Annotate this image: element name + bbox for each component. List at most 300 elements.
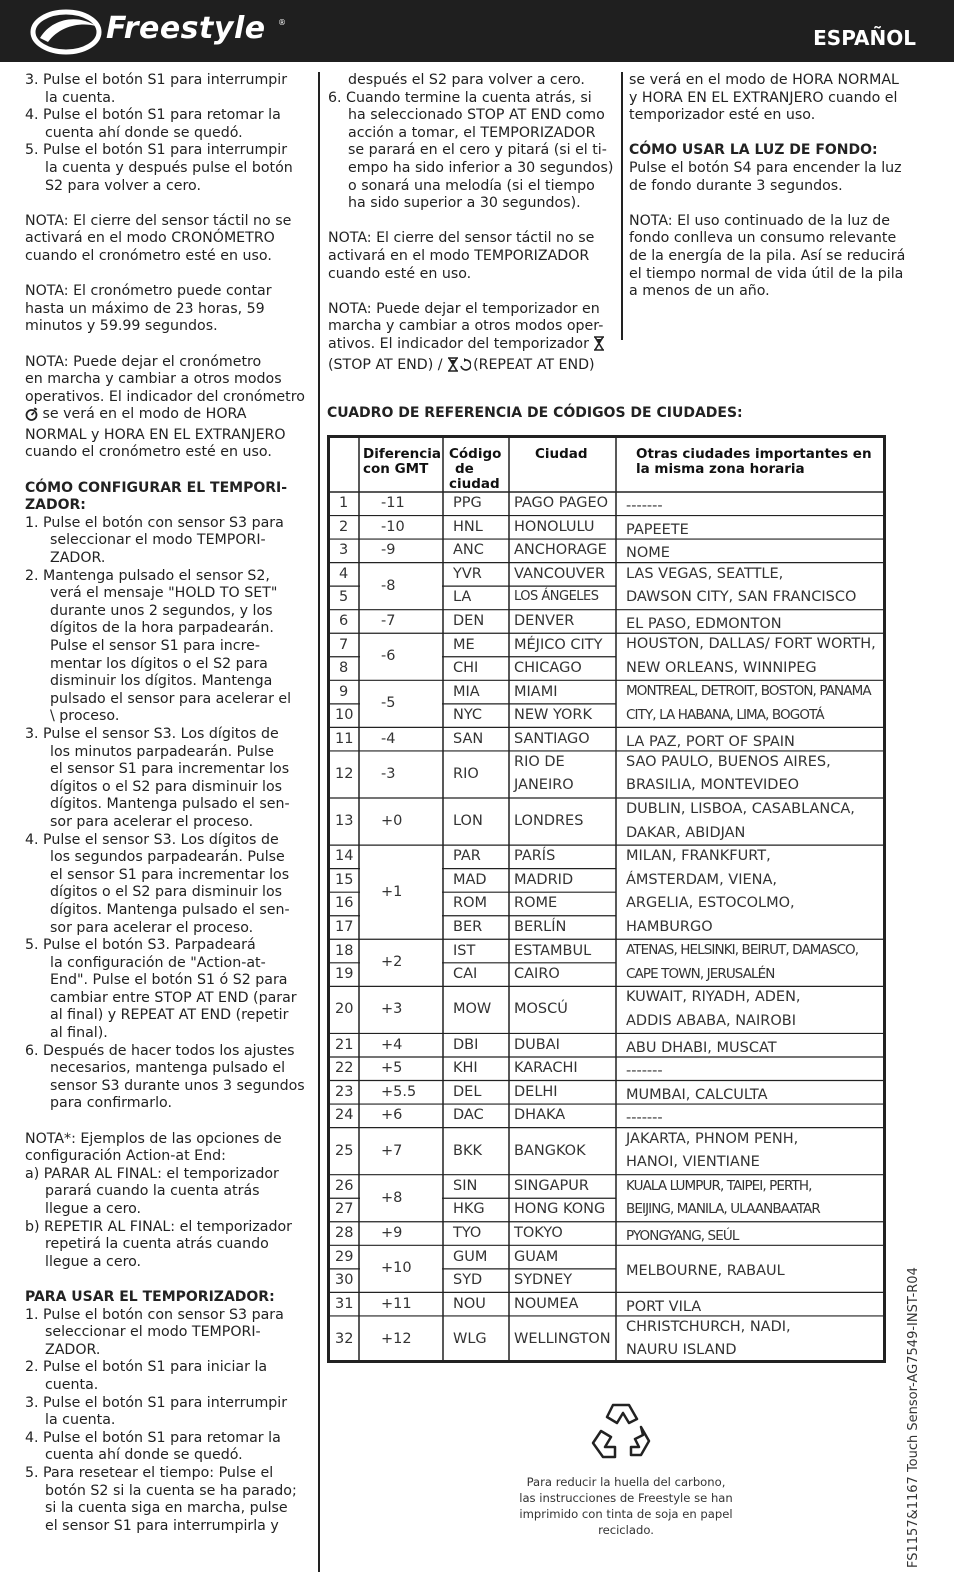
row-number: 28 — [335, 1225, 354, 1242]
other-cities: NAURU ISLAND — [626, 1342, 737, 1359]
city-code: SYD — [453, 1272, 483, 1289]
text-line — [328, 283, 616, 301]
text-line: cuando el cronómetro esté en uso. — [25, 444, 272, 461]
other-cities: DUBLIN, LISBOA, CASABLANCA, — [626, 801, 855, 818]
text-line: configuración Action-at End: — [25, 1148, 226, 1165]
city-code: DEN — [453, 612, 485, 629]
city-code: WLG — [453, 1330, 487, 1347]
text-line: disminuir los dígitos. Mantenga — [50, 673, 273, 690]
city-code-table — [327, 435, 886, 1363]
text-line: 3. Pulse el botón S1 para interrumpir — [25, 72, 288, 88]
gmt-offset: +10 — [381, 1260, 412, 1277]
text-line: 2. Mantenga pulsado el sensor S2, — [25, 567, 270, 584]
text-column-3 — [629, 72, 919, 301]
eco-note — [512, 1474, 740, 1538]
text-line: dígitos o el S2 para disminuir los — [50, 778, 283, 795]
text-line: 1. Pulse el botón con sensor S3 para — [25, 514, 284, 531]
city-name: ANCHORAGE — [514, 542, 607, 559]
gmt-offset: -6 — [381, 648, 396, 665]
text-line: Pulse el sensor S1 para incre- — [50, 638, 260, 654]
table-title: CUADRO DE REFERENCIA DE CÓDIGOS DE CIUDADES: — [327, 405, 743, 421]
city-name: MADRID — [514, 871, 574, 888]
city-code: CHI — [453, 660, 479, 677]
other-cities: EL PASO, EDMONTON — [626, 615, 782, 632]
city-name: ESTAMBUL — [514, 942, 592, 959]
other-cities: SAO PAULO, BUENOS AIRES, — [626, 753, 831, 770]
text-line: 6. Después de hacer todos los ajustes — [25, 1042, 295, 1059]
text-line: (REPEAT AT END) — [473, 356, 595, 373]
other-cities: LAS VEGAS, SEATTLE, — [626, 565, 784, 582]
other-cities: PAPEETE — [626, 521, 689, 538]
text-line: la configuración de "Action-at- — [50, 954, 266, 971]
city-code: MOW — [453, 1001, 492, 1018]
city-code: DEL — [453, 1083, 482, 1100]
text-line: llegue a cero. — [45, 1253, 142, 1270]
text-line: 4. Pulse el botón S1 para retomar la — [25, 107, 281, 124]
row-number: 7 — [339, 636, 349, 653]
row-number: 10 — [335, 707, 354, 724]
text-line: 4. Pulse el botón S1 para retomar la — [25, 1429, 281, 1446]
text-line — [25, 462, 310, 480]
city-code: LA — [453, 589, 472, 606]
text-line: la cuenta. — [45, 89, 116, 106]
gmt-offset: -11 — [381, 495, 405, 512]
text-line: seleccionar el modo TEMPORI- — [50, 532, 266, 549]
text-line: NOTA: El cierre del sensor táctil no se — [328, 230, 595, 247]
text-line: llegue a cero. — [45, 1201, 142, 1217]
other-cities: MUMBAI, CALCULTA — [626, 1086, 768, 1103]
row-number: 11 — [335, 730, 354, 747]
gmt-offset: -7 — [381, 612, 396, 629]
city-code: IST — [453, 942, 476, 959]
other-cities: BRASILIA, MONTEVIDEO — [626, 777, 800, 794]
city-name: NEW YORK — [514, 707, 593, 724]
other-cities: MONTREAL, DETROIT, BOSTON, PANAMA — [626, 683, 871, 700]
row-number: 9 — [339, 683, 349, 700]
gmt-offset: +6 — [381, 1107, 403, 1124]
city-name: DHAKA — [514, 1107, 566, 1124]
other-cities: DAWSON CITY, SAN FRANCISCO — [626, 589, 857, 606]
text-line: NOTA: El cierre del sensor táctil no se — [25, 212, 292, 229]
other-cities: CHRISTCHURCH, NADI, — [626, 1318, 791, 1335]
text-line: dígitos. Mantenga pulsado el sen- — [50, 901, 290, 918]
other-cities: PYONGYANG, SEÚL — [626, 1228, 739, 1245]
city-name: PARÍS — [514, 848, 556, 865]
row-number: 23 — [335, 1083, 354, 1100]
city-name: MOSCÚ — [514, 1001, 568, 1018]
other-cities: KUALA LUMPUR, TAIPEI, PERTH, — [626, 1177, 812, 1194]
document-code: FS1157&1167 Touch Sensor-AG7549-INST-R04 — [906, 1267, 921, 1568]
text-line: NORMAL y HORA EN EL EXTRANJERO — [25, 426, 286, 443]
city-name: CHICAGO — [514, 660, 582, 677]
header-code: ciudad — [449, 476, 500, 492]
city-code: DAC — [453, 1107, 484, 1124]
city-name: GUAM — [514, 1248, 559, 1265]
language-label: ESPAÑOL — [813, 26, 916, 50]
row-number: 6 — [339, 612, 349, 629]
text-line — [25, 195, 310, 213]
gmt-offset: -4 — [381, 730, 396, 747]
city-code: TYO — [453, 1225, 482, 1242]
row-number: 8 — [339, 660, 349, 677]
eco-note-line: imprimido con tinta de soja en papel — [519, 1507, 733, 1521]
registered-mark: ® — [278, 18, 286, 27]
text-line: \ proceso. — [50, 708, 120, 725]
text-line: 5. Pulse el botón S1 para interrumpir — [25, 142, 288, 159]
row-number: 5 — [339, 589, 349, 606]
row-number: 31 — [335, 1295, 354, 1312]
gmt-offset: +7 — [381, 1142, 403, 1159]
other-cities: NOME — [626, 545, 670, 562]
city-name: ROME — [514, 895, 558, 912]
city-code: HKG — [453, 1201, 485, 1218]
other-cities: ------- — [626, 1063, 663, 1080]
text-line: cuenta ahí donde se quedó. — [45, 124, 243, 141]
text-line: seleccionar el modo TEMPORI- — [45, 1324, 261, 1341]
column-divider-1 — [318, 72, 320, 1572]
text-line: Pulse el botón S4 para encender la luz — [629, 159, 902, 176]
city-name: BERLÍN — [514, 919, 567, 935]
text-line: a) PARAR AL FINAL: el temporizador — [25, 1165, 279, 1182]
text-line: ZADOR: — [25, 497, 86, 514]
text-line: operativos. El indicador del cronómetro — [25, 388, 305, 405]
text-line: sensor S3 durante unos 3 segundos — [50, 1077, 305, 1094]
text-line: los minutos parpadearán. Pulse — [50, 743, 274, 760]
row-number: 1 — [339, 495, 349, 512]
text-line: 5. Para resetear el tiempo: Pulse el — [25, 1464, 274, 1481]
text-line: de la energía de la pila. Así se reducirá — [629, 247, 906, 264]
city-code: SIN — [453, 1177, 478, 1194]
text-line: NOTA*: Ejemplos de las opciones de — [25, 1130, 282, 1147]
text-line: sor para acelerar el proceso. — [50, 813, 254, 830]
city-name: SINGAPUR — [514, 1177, 589, 1194]
text-line — [25, 266, 310, 284]
text-line: cambiar entre STOP AT END (parar — [50, 989, 297, 1006]
text-line: 3. Pulse el botón S1 para interrumpir — [25, 1394, 288, 1411]
text-line: cuenta. — [45, 1376, 99, 1393]
header-bar — [0, 0, 954, 62]
text-line: botón S2 si la cuenta se ha parado; — [45, 1482, 297, 1499]
text-line: si la cuenta siga en marcha, pulse — [45, 1500, 288, 1517]
row-number: 24 — [335, 1107, 354, 1124]
text-line: NOTA: El uso continuado de la luz de — [629, 212, 890, 229]
text-line: necesarios, mantenga pulsado el — [50, 1060, 286, 1077]
row-number: 26 — [335, 1177, 354, 1194]
text-line: para confirmarlo. — [50, 1095, 172, 1112]
other-cities: CITY, LA HABANA, LIMA, BOGOTÁ — [626, 706, 824, 723]
other-cities: HAMBURGO — [626, 918, 713, 935]
gmt-offset: -8 — [381, 577, 396, 594]
city-code: NOU — [453, 1295, 486, 1312]
row-number: 21 — [335, 1036, 354, 1053]
text-line: al final). — [50, 1025, 108, 1042]
eco-note-line: Para reducir la huella del carbono, — [526, 1475, 726, 1489]
row-number: 25 — [335, 1142, 354, 1159]
text-line: 2. Pulse el botón S1 para iniciar la — [25, 1359, 268, 1376]
text-line: ZADOR. — [50, 550, 106, 567]
city-name: TOKYO — [514, 1225, 563, 1242]
text-line: b) REPETIR AL FINAL: el temporizador — [25, 1218, 292, 1235]
text-line: 4. Pulse el sensor S3. Los dígitos de — [25, 831, 279, 848]
city-name: CAIRO — [514, 966, 560, 983]
other-cities: ARGELIA, ESTOCOLMO, — [626, 895, 795, 912]
text-line: la cuenta. — [45, 1412, 116, 1429]
city-code: SAN — [453, 730, 484, 747]
text-line: acción a tomar, el TEMPORIZADOR — [348, 124, 596, 141]
row-number: 20 — [335, 1001, 354, 1018]
city-code: ROM — [453, 895, 487, 912]
other-cities: HANOI, VIENTIANE — [626, 1154, 760, 1171]
city-name: JANEIRO — [514, 777, 574, 794]
city-name: VANCOUVER — [514, 565, 606, 582]
text-line: temporizador esté en uso. — [629, 107, 816, 124]
column-divider-2 — [621, 72, 623, 340]
other-cities: MELBOURNE, RABAUL — [626, 1263, 785, 1280]
text-line: verá el mensaje "HOLD TO SET" — [50, 585, 278, 602]
gmt-offset: +9 — [381, 1225, 403, 1242]
text-line: activará en el modo CRONÓMETRO — [25, 230, 275, 247]
text-line: parará cuando la cuenta atrás — [45, 1183, 260, 1200]
city-name: HONG KONG — [514, 1201, 606, 1218]
other-cities: ATENAS, HELSINKI, BEIRUT, DAMASCO, — [626, 942, 859, 959]
gmt-offset: +11 — [381, 1295, 412, 1312]
city-code: NYC — [453, 707, 483, 724]
text-line: o sonará una melodía (si el tiempo — [348, 177, 595, 194]
header-city: Ciudad — [535, 446, 588, 462]
city-name: LOS ÁNGELES — [514, 589, 599, 605]
row-number: 17 — [335, 919, 354, 935]
row-number: 4 — [339, 565, 349, 582]
text-line: el sensor S1 para interrumpirla y — [45, 1517, 279, 1534]
row-number: 2 — [339, 518, 349, 535]
text-line: End". Pulse el botón S1 ó S2 para — [50, 972, 288, 989]
row-number: 18 — [335, 942, 354, 959]
city-name: LONDRES — [514, 813, 584, 830]
gmt-offset: +4 — [381, 1036, 403, 1053]
text-line: al final) y REPEAT AT END (repetir — [50, 1007, 289, 1024]
gmt-offset: -3 — [381, 765, 396, 782]
row-number: 14 — [335, 848, 354, 865]
city-name: DUBAI — [514, 1036, 560, 1053]
gmt-offset: +5 — [381, 1060, 403, 1077]
text-line: (STOP AT END) / — [328, 357, 471, 373]
recycle-icon — [585, 1397, 657, 1469]
text-line: la cuenta y después pulse el botón — [45, 159, 293, 176]
city-code: DBI — [453, 1036, 479, 1053]
city-name: SANTIAGO — [514, 730, 590, 747]
text-line — [25, 1271, 310, 1289]
gmt-offset: +2 — [381, 954, 403, 971]
text-line: ha seleccionado STOP AT END como — [348, 107, 605, 124]
text-line: mentar los dígitos o el S2 para — [50, 655, 268, 672]
text-line: NOTA: El cronómetro puede contar — [25, 283, 272, 300]
text-line: los segundos parpadearán. Pulse — [50, 849, 285, 866]
gmt-offset: -5 — [381, 695, 396, 712]
other-cities: ------- — [626, 498, 663, 515]
text-line: 6. Cuando termine la cuenta atrás, si — [328, 89, 592, 106]
city-name: DELHI — [514, 1083, 558, 1100]
text-line: marcha y cambiar a otros modos oper- — [328, 318, 604, 335]
text-line: después el S2 para volver a cero. — [348, 72, 585, 88]
row-number: 29 — [335, 1248, 354, 1265]
row-number: 15 — [335, 871, 354, 888]
other-cities: JAKARTA, PHNOM PENH, — [626, 1130, 799, 1147]
other-cities: ADDIS ABABA, NAIROBI — [626, 1012, 796, 1029]
row-number: 16 — [335, 895, 354, 912]
other-cities: PORT VILA — [626, 1298, 702, 1315]
city-code: MAD — [453, 871, 487, 888]
gmt-offset: +1 — [381, 883, 403, 900]
text-line: ha sido superior a 30 segundos). — [348, 195, 581, 212]
city-code: RIO — [453, 765, 479, 782]
text-line — [629, 125, 919, 143]
city-name: MÉJICO CITY — [514, 636, 603, 653]
city-code: ME — [453, 636, 475, 653]
freestyle-logo-icon — [30, 8, 104, 56]
row-number: 32 — [335, 1330, 354, 1347]
text-line: NOTA: Puede dejar el cronómetro — [25, 353, 262, 370]
text-line: 1. Pulse el botón con sensor S3 para — [25, 1306, 284, 1323]
city-name: KARACHI — [514, 1060, 578, 1077]
city-name: NOUMEA — [514, 1295, 579, 1312]
eco-note-line: las instrucciones de Freestyle se han — [519, 1491, 733, 1505]
city-name: DENVER — [514, 612, 575, 629]
row-number: 12 — [335, 765, 354, 782]
city-name: PAGO PAGEO — [514, 495, 609, 512]
city-code: YVR — [453, 565, 482, 582]
city-code: GUM — [453, 1248, 488, 1265]
text-line: el sensor S1 para incrementar los — [50, 761, 290, 778]
other-cities: ÁMSTERDAM, VIENA, — [626, 871, 778, 888]
text-line — [328, 213, 616, 231]
header-other: la misma zona horaria — [636, 461, 805, 477]
text-line: el tiempo normal de vida útil de la pila — [629, 265, 904, 282]
text-line: dígitos o el S2 para disminuir los — [50, 884, 283, 901]
gmt-offset: -9 — [381, 542, 396, 559]
text-line: cuando el cronómetro esté en uso. — [25, 247, 272, 264]
text-line: dígitos. Mantenga pulsado el sen- — [50, 796, 290, 813]
other-cities: KUWAIT, RIYADH, ADEN, — [626, 989, 801, 1006]
text-line: durante unos 2 segundos, y los — [50, 602, 273, 619]
text-line: empo ha sido inferior a 30 segundos) — [348, 159, 614, 176]
text-line — [629, 195, 919, 213]
other-cities: DAKAR, ABIDJAN — [626, 824, 746, 841]
text-line: CÓMO CONFIGURAR EL TEMPORI- — [25, 479, 288, 496]
city-code: MIA — [453, 683, 480, 700]
city-code: ANC — [453, 542, 484, 559]
eco-note-line: reciclado. — [598, 1523, 654, 1537]
hourglass-icon — [593, 336, 605, 357]
text-line — [25, 1113, 310, 1131]
text-line — [25, 336, 310, 354]
row-number: 3 — [339, 542, 349, 559]
other-cities: BEIJING, MANILA, ULAANBAATAR — [626, 1201, 820, 1218]
city-code: BER — [453, 919, 483, 935]
text-line: ZADOR. — [45, 1341, 101, 1358]
other-cities: ABU DHABI, MUSCAT — [626, 1039, 777, 1056]
text-line: CÓMO USAR LA LUZ DE FONDO: — [629, 142, 878, 159]
text-line: NOTA: Puede dejar el temporizador en — [328, 300, 600, 317]
text-line: a menos de un año. — [629, 283, 770, 300]
text-line: S2 para volver a cero. — [45, 177, 201, 194]
header-other: Otras ciudades importantes en — [636, 446, 872, 462]
text-column-1 — [25, 72, 310, 1535]
brand-name: Freestyle — [106, 11, 266, 46]
text-line: pulsado el sensor para acelerar el — [50, 690, 292, 707]
other-cities: LA PAZ, PORT OF SPAIN — [626, 733, 795, 750]
other-cities: CAPE TOWN, JERUSALÉN — [626, 965, 775, 982]
text-line: el sensor S1 para incrementar los — [50, 866, 290, 883]
text-line: se verá en el modo de HORA NORMAL — [629, 72, 899, 88]
text-line: minutos y 59.99 segundos. — [25, 318, 218, 335]
city-name: MIAMI — [514, 683, 558, 700]
gmt-offset: -10 — [381, 518, 405, 535]
city-code: LON — [453, 813, 483, 830]
other-cities: NEW ORLEANS, WINNIPEG — [626, 659, 817, 676]
row-number: 27 — [335, 1201, 354, 1218]
table-grid — [327, 435, 886, 1363]
text-line: hasta un máximo de 23 horas, 59 — [25, 300, 265, 317]
row-number: 22 — [335, 1060, 354, 1077]
text-line: repetirá la cuenta atrás cuando — [45, 1236, 269, 1253]
city-code: BKK — [453, 1142, 482, 1159]
gmt-offset: +3 — [381, 1001, 403, 1018]
city-name: BANGKOK — [514, 1142, 586, 1159]
text-line: y HORA EN EL EXTRANJERO cuando el — [629, 89, 898, 106]
city-code: PPG — [453, 495, 482, 512]
text-line: sor para acelerar el proceso. — [50, 919, 254, 936]
city-name: WELLINGTON — [514, 1330, 611, 1347]
gmt-offset: +8 — [381, 1189, 403, 1206]
gmt-offset: +12 — [381, 1330, 412, 1347]
text-line: 3. Pulse el sensor S3. Los dígitos de — [25, 725, 279, 742]
row-number: 30 — [335, 1272, 354, 1289]
text-line: 5. Pulse el botón S3. Parpadeará — [25, 937, 256, 954]
city-code: HNL — [453, 518, 483, 535]
gmt-offset: +5.5 — [381, 1083, 417, 1100]
gmt-offset: +0 — [381, 813, 403, 830]
text-line: cuenta ahí donde se quedó. — [45, 1447, 243, 1464]
header-code: de — [455, 461, 474, 477]
city-name: SYDNEY — [514, 1272, 573, 1289]
text-line: se verá en el modo de HORA — [25, 406, 310, 427]
text-line: dígitos de la hora parpadearán. — [50, 620, 274, 637]
header-gmt: Diferencia — [363, 446, 442, 462]
text-line: activará en el modo TEMPORIZADOR — [328, 247, 590, 264]
text-line: de fondo durante 3 segundos. — [629, 177, 843, 194]
header-gmt: con GMT — [363, 461, 429, 477]
city-code: CAI — [453, 966, 478, 983]
text-column-2 — [328, 72, 616, 377]
text-line: se parará en el cero y pitará (si el ti- — [348, 142, 607, 159]
other-cities: HOUSTON, DALLAS/ FORT WORTH, — [626, 636, 876, 653]
row-number: 19 — [335, 966, 354, 983]
header-code: Código — [449, 446, 502, 462]
text-line: cuando esté en uso. — [328, 265, 472, 282]
text-line: en marcha y cambiar a otros modos — [25, 371, 282, 388]
city-name: HONOLULU — [514, 518, 595, 535]
other-cities: ------- — [626, 1110, 663, 1127]
text-line: fondo conlleva un consumo relevante — [629, 230, 897, 247]
text-line: ativos. El indicador del temporizador — [328, 336, 616, 357]
row-number: 13 — [335, 813, 354, 830]
city-code: KHI — [453, 1060, 478, 1077]
city-name: RIO DE — [514, 753, 565, 770]
hourglass-repeat-icon — [447, 357, 471, 378]
text-line: PARA USAR EL TEMPORIZADOR: — [25, 1288, 275, 1305]
other-cities: MILAN, FRANKFURT, — [626, 848, 771, 865]
city-code: PAR — [453, 848, 481, 865]
